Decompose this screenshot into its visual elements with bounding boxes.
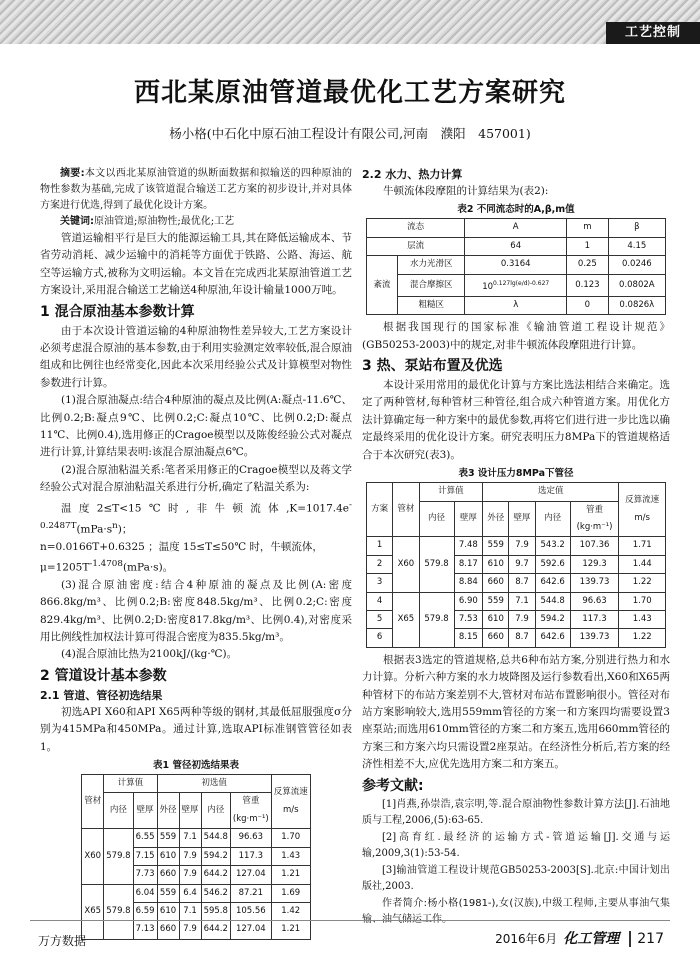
paragraph: (3)混合原油密度:结合4种原油的凝点及比例(A:密度866.8kg/m³、比例0.2;B:密度848.5kg/m³、比例0.2;C:密度829.4kg/m³、比例0.2;D:密度817.8kg/m³、比例0.4),对密度采用比例线性加权法计算可得混合密度为835.5kg/m³。 xyxy=(40,578,352,644)
table-cell: 642.6 xyxy=(535,629,570,647)
table-cell: 610 xyxy=(483,555,509,573)
table-cell: 6.90 xyxy=(454,592,483,610)
table-cell: 1.21 xyxy=(271,921,310,939)
table-cell: 127.04 xyxy=(230,921,271,939)
table-cell: 544.8 xyxy=(535,592,570,610)
table-cell: 592.6 xyxy=(535,555,570,573)
table-cell: 1.43 xyxy=(619,610,666,628)
table-cell: 642.6 xyxy=(535,574,570,592)
table-cell: 5 xyxy=(367,610,393,628)
table-cell: 1.69 xyxy=(271,884,310,902)
table-cell: 559 xyxy=(483,592,509,610)
left-column xyxy=(40,166,352,940)
table-cell: 117.3 xyxy=(230,847,271,865)
table-cell: 579.8 xyxy=(419,592,454,647)
table-cell: 7.9 xyxy=(179,847,201,865)
table-cell: 579.8 xyxy=(419,537,454,592)
table-cell: X65 xyxy=(393,592,419,647)
reference-item: [1]肖燕,孙崇浩,袁宗明,等.混合原油物性参数计算方法[J].石油地质与工程,2006,(5):63-65. xyxy=(362,798,670,827)
table-cell: 660 xyxy=(483,574,509,592)
table3-caption: 表3 设计压力8MPa下管径 xyxy=(458,468,574,480)
table-cell: 7.1 xyxy=(509,592,535,610)
table-cell: 660 xyxy=(157,866,179,884)
subsection-heading: 2.1 管道、管径初选结果 xyxy=(40,688,163,702)
table-cell: 7.9 xyxy=(179,921,201,939)
footer-info xyxy=(495,928,664,948)
table-cell: 7.15 xyxy=(133,847,157,865)
table-cell: 9.7 xyxy=(509,555,535,573)
table-cell: 1.44 xyxy=(619,555,666,573)
table-cell: 559 xyxy=(157,884,179,902)
table-cell: 7.48 xyxy=(454,537,483,555)
table-cell: 7.9 xyxy=(509,610,535,628)
table-cell: 8.15 xyxy=(454,629,483,647)
table-cell: 7.9 xyxy=(179,866,201,884)
table2-caption: 表2 不同流态时的A,β,m值 xyxy=(457,204,575,216)
table-cell: 610 xyxy=(157,847,179,865)
paragraph: (1)混合原油凝点:结合4种原油的凝点及比例(A:凝点-11.6℃、比例0.2;B:凝点9℃、比例0.2;C:凝点10℃、比例0.2;D:凝点11℃、比例0.4),选用修正的Cragoe模型以及陈俊经验公式对凝点进行计算,计算结果表明:该混合原油凝点6℃。 xyxy=(40,394,352,459)
table-cell: 1.70 xyxy=(619,592,666,610)
table-cell: X60 xyxy=(393,537,419,592)
table-cell: 8.7 xyxy=(509,574,535,592)
paragraph: (2)混合原油粘温关系:笔者采用修正的Cragoe模型以及蒋文学经验公式对混合原油粘温关系进行分析,确定了粘温关系为: xyxy=(40,463,352,494)
table-cell: 594.2 xyxy=(535,610,570,628)
table1-caption: 表1 管径初选结果表 xyxy=(153,760,239,772)
author-line: 杨小格(中石化中原石油工程设计有限公司,河南 濮阳 457001) xyxy=(169,126,531,141)
table-cell: 595.8 xyxy=(201,902,230,920)
table-cell: 543.2 xyxy=(535,537,570,555)
table-cell: 610 xyxy=(157,902,179,920)
table-cell: 1.42 xyxy=(271,902,310,920)
table-cell: X60 xyxy=(82,829,104,884)
table-cell: 2 xyxy=(367,555,393,573)
table-cell: 107.36 xyxy=(570,537,619,555)
paragraph: 根据表3选定的管道规格,总共6种布站方案,分别进行热力和水力计算。分析六种方案的水力坡降图及运行参数看出,X60和X65两种管材下的布站方案差别不大,管材对布站布置影响很小。管径对布站方案影响较大,选用559mm管径的方案一和方案四均需要设置3座泵站;而选用610mm管径的方案二和方案五,选用660mm管径的方案三和方案六均只需设置2座泵站。在经济性分析后,若方案的经济性相差不大,应优先选用方案二和方案五。 xyxy=(362,653,670,771)
table-cell: 96.63 xyxy=(570,592,619,610)
table3: 方案 管材 计算值 选定值 反算流速 m/s 内径 壁厚 外径 壁厚 内径 管重 (kg·m⁻¹) 1 X60 579.8 7.48 559 7.9 543.2 107.36 1.71 2 8.17 610 9.7 592.6 129.3 1.44 3 8.84 660 8.7 642.6 139.73 1.22 4 X65 579.8 6.90 559 7.1 544.8 96.63 1.70 5 7.53 610 7.9 594.2 117.3 1.43 6 8.15 660 8.7 642.6 139.73 1.22 xyxy=(366,482,666,648)
page-number: 217 xyxy=(629,931,664,947)
reference-item: [3]输油管道工程设计规范GB50253-2003[S].北京:中国计划出版社,2003. xyxy=(362,864,670,893)
references-heading: 参考文献: xyxy=(362,777,424,794)
paragraph: (4)混合原油比热为2100kJ/(kg·℃)。 xyxy=(61,648,238,661)
section1-heading: 1 混合原油基本参数计算 xyxy=(40,303,195,320)
subsection-heading: 2.2 水力、热力计算 xyxy=(362,168,463,181)
table-cell: 129.3 xyxy=(570,555,619,573)
footer-source: 万方数据 xyxy=(38,934,87,948)
table-cell: 96.63 xyxy=(230,829,271,847)
table-cell: 117.3 xyxy=(570,610,619,628)
table-cell: 6.04 xyxy=(133,884,157,902)
paragraph: 根据我国现行的国家标准《输油管道工程设计规范》(GB50253-2003)中的规定,对非牛顿流体段摩阻进行计算。 xyxy=(362,321,670,351)
formula: n=0.0166T+0.6325 ；温度 15≤T≤50℃ 时，牛顿流体， xyxy=(40,540,323,553)
table-cell: 139.73 xyxy=(570,629,619,647)
paragraph: 初选API X60和API X65两种等级的钢材,其最低屈服强度σ分别为415MPa和450MPa。通过计算,选取API标准钢管管径如表1。 xyxy=(40,705,352,753)
table-row xyxy=(82,829,311,847)
table-cell: 1.43 xyxy=(271,847,310,865)
table-cell: 559 xyxy=(157,829,179,847)
table2: 流态 A m β 层流 64 1 4.15 紊流 水力光滑区 0.3164 0.25 0.0246 混合摩擦区 $10^{0.127lg(e/d)-0.627}$ 0.123 0.0802A 粗糙区 λ 0 0.0826λ xyxy=(366,218,666,315)
table-row xyxy=(367,592,666,610)
right-column xyxy=(362,166,670,929)
table-cell: 8.84 xyxy=(454,574,483,592)
table-cell: 644.2 xyxy=(201,866,230,884)
table-row xyxy=(367,537,666,555)
table-cell: 546.2 xyxy=(201,884,230,902)
table-cell: 87.21 xyxy=(230,884,271,902)
intro-paragraph: 管道运输相平行是巨大的能源运输工具,其在降低运输成本、节省劳动消耗、减少运输中的消耗等方面优于铁路、公路、海运、航空等运输方式,被称为文明运输。本文旨在完成西北某原油管道工艺方案设计,采用混合输送工艺输送4种原油,年设计输量1000万吨。 xyxy=(40,232,352,297)
table-cell: 127.04 xyxy=(230,866,271,884)
section2-heading: 2 管道设计基本参数 xyxy=(40,667,167,684)
table-cell: 105.56 xyxy=(230,902,271,920)
table-cell: 660 xyxy=(483,629,509,647)
abstract: 摘要:本文以西北某原油管道的纵断面数据和拟输送的四种原油的物性参数为基础,完成了该管道混合输送工艺方案的初步设计,并对具体方案进行优选,得到了最优化设计方案。 xyxy=(40,168,353,211)
formula: 温度2≤T<15℃时,非牛顿流体$,K=1017.4e^{-0.2487T}(mPa\cdot s^n)$； xyxy=(40,499,352,536)
keywords: 关键词:原油管道;原油物性;最优化;工艺 xyxy=(60,216,235,227)
paragraph: 本设计采用常用的最优化计算与方案比选法相结合来确定。选定了两种管材,每种管材三种管径,组合成六种管道方案。用优化方法计算确定每一种方案中的最优参数,再将它们进行进一步比选以确定最终采用的优化设计方案。研究表明压力8MPa下的管道规格适合于本次研究(表3)。 xyxy=(362,379,670,461)
table-cell: 1.22 xyxy=(619,629,666,647)
table-cell: 1.21 xyxy=(271,866,310,884)
table-cell: 3 xyxy=(367,574,393,592)
table-cell: 8.7 xyxy=(509,629,535,647)
table-cell: 660 xyxy=(157,921,179,939)
table-cell: 7.13 xyxy=(133,921,157,939)
section-tag: 工艺控制 xyxy=(606,22,700,44)
table-cell: 7.53 xyxy=(454,610,483,628)
table-cell: 7.1 xyxy=(179,829,201,847)
table-cell: 544.8 xyxy=(201,829,230,847)
section3-heading: 3 热、泵站布置及优选 xyxy=(362,358,503,375)
table-cell: 7.9 xyxy=(509,537,535,555)
paragraph: 牛顿流体段摩阻的计算结果为(表2): xyxy=(383,185,549,197)
table-cell: 1.22 xyxy=(619,574,666,592)
table-cell: 139.73 xyxy=(570,574,619,592)
table-row xyxy=(82,884,311,902)
footer-date: 2016年6月 xyxy=(495,932,558,946)
table-cell: 1.71 xyxy=(619,537,666,555)
table-cell: 579.8 xyxy=(104,829,133,884)
author-bio: 作者简介:杨小格(1981-),女(汉族),中级工程师,主要从事油气集输、油气储运工作。 xyxy=(362,897,670,926)
table-cell: 594.2 xyxy=(201,847,230,865)
table-cell: 8.17 xyxy=(454,555,483,573)
table-cell: 6.55 xyxy=(133,829,157,847)
table-cell: 559 xyxy=(483,537,509,555)
table-cell: 7.73 xyxy=(133,866,157,884)
table-cell: 610 xyxy=(483,610,509,628)
header-band xyxy=(0,0,700,44)
table-cell: 6.59 xyxy=(133,902,157,920)
table-cell: X65 xyxy=(82,884,104,939)
article-title: 西北某原油管道最优化工艺方案研究 xyxy=(133,78,566,108)
table-cell: 1 xyxy=(367,537,393,555)
table1: 管材 计算值 初选值 反算流速 m/s 内径 壁厚 外径 壁厚 内径 管重 (kg·m⁻¹) X60 579.8 6.55 559 7.1 544.8 96.63 1.70 7.15 610 7.9 594.2 117.3 1.43 7.73 660 7.9 644.2 127.04 1.21 X65 579.8 6.04 559 6.4 546.2 87.21 1.69 6.59 610 7.1 595.8 105.56 1.42 7.13 660 7.9 644.2 127.04 1.21 xyxy=(81,774,311,940)
table-cell: 4 xyxy=(367,592,393,610)
table-cell: 644.2 xyxy=(201,921,230,939)
table-cell: 7.1 xyxy=(179,902,201,920)
table-cell: 579.8 xyxy=(104,884,133,939)
formula: $\mu=1205T^{-1.4708}(mPa\cdot s)$。 xyxy=(40,558,174,574)
magazine-logo: 化工管理 xyxy=(563,931,620,947)
reference-item: [2]高育红.最经济的运输方式-管道运输[J].交通与运输,2009,3(1):53-54. xyxy=(362,831,670,860)
table-cell: 1.70 xyxy=(271,829,310,847)
paragraph: 由于本次设计管道运输的4种原油物性差异较大,工艺方案设计必须考虑混合原油的基本参数,由于利用实验测定效率较低,混合原油组成和比例往也经常变化,因此本次采用经验公式及计算模型对物性参数进行计算。 xyxy=(40,324,352,389)
table-cell: 6.4 xyxy=(179,884,201,902)
footer-rule xyxy=(30,920,670,921)
table-cell: 6 xyxy=(367,629,393,647)
